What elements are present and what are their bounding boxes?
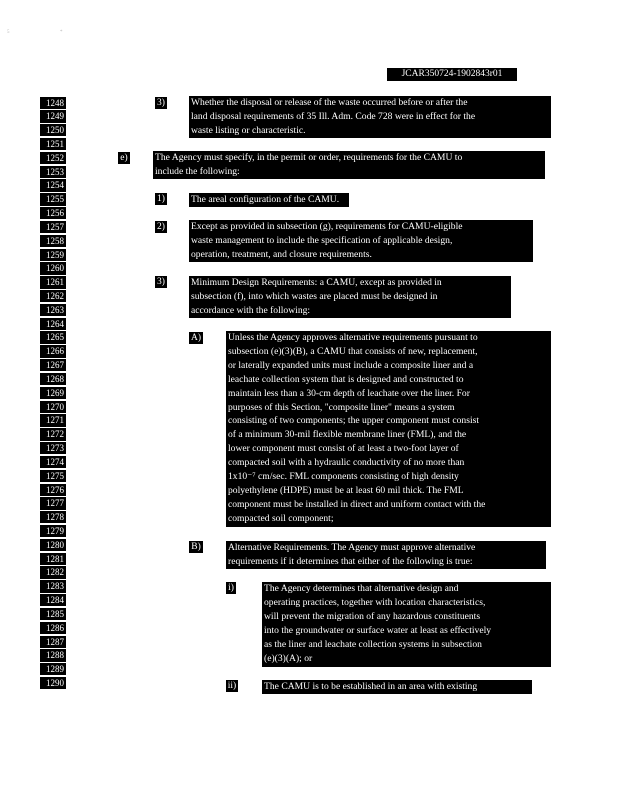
- line-number: 1255: [40, 193, 66, 205]
- text-line: The areal configuration of the CAMU.: [191, 194, 340, 205]
- page-mark: *: [60, 30, 63, 35]
- line-number: 1282: [40, 566, 66, 578]
- text-line: Whether the disposal or release of the waste occurred before or after the: [191, 97, 468, 108]
- item-label-3: 3): [155, 97, 167, 109]
- text-line: will prevent the migration of any hazardous constituents: [264, 610, 481, 622]
- text-line: as the liner and leachate collection systems in subsection: [264, 638, 482, 650]
- paragraph-alternative-design: [262, 582, 551, 667]
- line-number: 1284: [40, 594, 66, 606]
- text-line: (e)(3)(A); or: [264, 652, 313, 664]
- line-number: 1258: [40, 235, 66, 247]
- item-label-i: i): [226, 582, 236, 594]
- line-number: 1262: [40, 290, 66, 302]
- line-number: 1276: [40, 484, 66, 496]
- document-id: JCAR350724-1902843r01: [387, 68, 517, 81]
- item-label-1: 1): [155, 193, 167, 205]
- line-number: 1269: [40, 387, 66, 399]
- paragraph-minimum-design: [189, 276, 511, 318]
- text-line: waste management to include the specification of applicable design,: [191, 234, 453, 246]
- line-number: 1278: [40, 511, 66, 523]
- item-label-B: B): [189, 541, 203, 553]
- text-line: The Agency determines that alternative design and: [264, 583, 459, 594]
- line-number: 1254: [40, 179, 66, 191]
- text-line: Except as provided in subsection (g), requirements for CAMU-eligible: [191, 221, 463, 232]
- text-line: operating practices, together with location characteristics,: [264, 596, 486, 608]
- line-number: 1260: [40, 262, 66, 274]
- paragraph-camu-requirements: [153, 151, 545, 179]
- line-number: 1279: [40, 525, 66, 537]
- line-number: 1266: [40, 345, 66, 357]
- text-line: compacted soil with a hydraulic conductivity of no more than: [228, 457, 465, 469]
- text-line: subsection (e)(3)(B), a CAMU that consists of new, replacement,: [228, 345, 478, 357]
- text-line: The CAMU is to be established in an area with existing: [264, 681, 478, 692]
- text-line: compacted soil component;: [228, 512, 334, 524]
- paragraph-composite-liner: [226, 331, 551, 527]
- line-number: 1288: [40, 649, 66, 661]
- text-line: maintain less than a 30-cm depth of leachate over the liner. For: [228, 387, 470, 399]
- line-number: 1248: [40, 97, 66, 109]
- line-number: 1257: [40, 221, 66, 233]
- line-number: 1251: [40, 138, 66, 150]
- subsection-label-e: e): [118, 152, 130, 164]
- paragraph-alternative-requirements: [226, 541, 546, 569]
- text-line: lower component must consist of at least a two-foot layer of: [228, 443, 459, 455]
- text-line: Alternative Requirements. The Agency must approve alternative: [228, 542, 476, 553]
- page-mark: 5: [7, 30, 10, 35]
- text-line: into the groundwater or surface water at least as effectively: [264, 624, 492, 636]
- line-number: 1265: [40, 331, 66, 343]
- line-number: 1268: [40, 373, 66, 385]
- item-label-3b: 3): [155, 276, 167, 288]
- text-line: Minimum Design Requirements: a CAMU, except as provided in: [191, 277, 442, 288]
- line-number: 1289: [40, 663, 66, 675]
- line-number: 1290: [40, 677, 66, 689]
- line-number: 1261: [40, 276, 66, 288]
- line-number: 1263: [40, 304, 66, 316]
- line-number: 1286: [40, 622, 66, 634]
- line-number: 1256: [40, 207, 66, 219]
- line-number: 1272: [40, 428, 66, 440]
- text-line: subsection (f), into which wastes are placed must be designed in: [191, 290, 438, 302]
- line-number: 1259: [40, 249, 66, 261]
- line-number: 1270: [40, 401, 66, 413]
- text-line: accordance with the following:: [191, 304, 311, 316]
- line-number: 1287: [40, 636, 66, 648]
- line-number: 1271: [40, 414, 66, 426]
- text-line: of a minimum 30-mil flexible membrane liner (FML), and the: [228, 429, 467, 441]
- text-line: consisting of two components; the upper component must consist: [228, 415, 480, 427]
- line-number: 1281: [40, 553, 66, 565]
- text-line: or laterally expanded units must include a composite liner and a: [228, 359, 474, 371]
- paragraph-waste-management: [189, 220, 533, 262]
- line-number: 1277: [40, 497, 66, 509]
- text-line: The Agency must specify, in the permit or order, requirements for the CAMU to: [155, 152, 463, 163]
- paragraph-existing-area: [262, 680, 532, 694]
- line-number: 1267: [40, 359, 66, 371]
- text-line: polyethylene (HDPE) must be at least 60 mil thick. The FML: [228, 484, 464, 496]
- paragraph-disposal-timing: [189, 96, 551, 138]
- line-number: 1273: [40, 442, 66, 454]
- line-number: 1280: [40, 539, 66, 551]
- line-number: 1285: [40, 608, 66, 620]
- text-line: Unless the Agency approves alternative requirements pursuant to: [228, 332, 478, 343]
- line-number: 1275: [40, 470, 66, 482]
- item-label-ii: ii): [227, 681, 237, 691]
- text-line: purposes of this Section, "composite liner" means a system: [228, 401, 455, 413]
- line-number: 1264: [40, 318, 66, 330]
- text-line: 1x10⁻⁷ cm/sec. FML components consisting of high density: [228, 471, 459, 483]
- line-number: 1253: [40, 166, 66, 178]
- text-line: include the following:: [155, 165, 240, 177]
- line-number: 1283: [40, 580, 66, 592]
- line-number: 1252: [40, 152, 66, 164]
- text-line: operation, treatment, and closure requirements.: [191, 248, 372, 260]
- item-label-2: 2): [155, 221, 167, 233]
- paragraph-areal-configuration: [189, 193, 349, 207]
- item-label-A: A): [190, 333, 202, 343]
- text-line: requirements if it determines that either of the following is true:: [228, 555, 473, 567]
- line-number: 1274: [40, 456, 66, 468]
- line-number: 1249: [40, 110, 66, 122]
- text-line: leachate collection system that is designed and constructed to: [228, 373, 464, 385]
- text-line: component must be installed in direct and uniform contact with the: [228, 498, 486, 510]
- text-line: waste listing or characteristic.: [191, 124, 306, 136]
- text-line: land disposal requirements of 35 Ill. Adm. Code 728 were in effect for the: [191, 110, 476, 122]
- line-number: 1250: [40, 124, 66, 136]
